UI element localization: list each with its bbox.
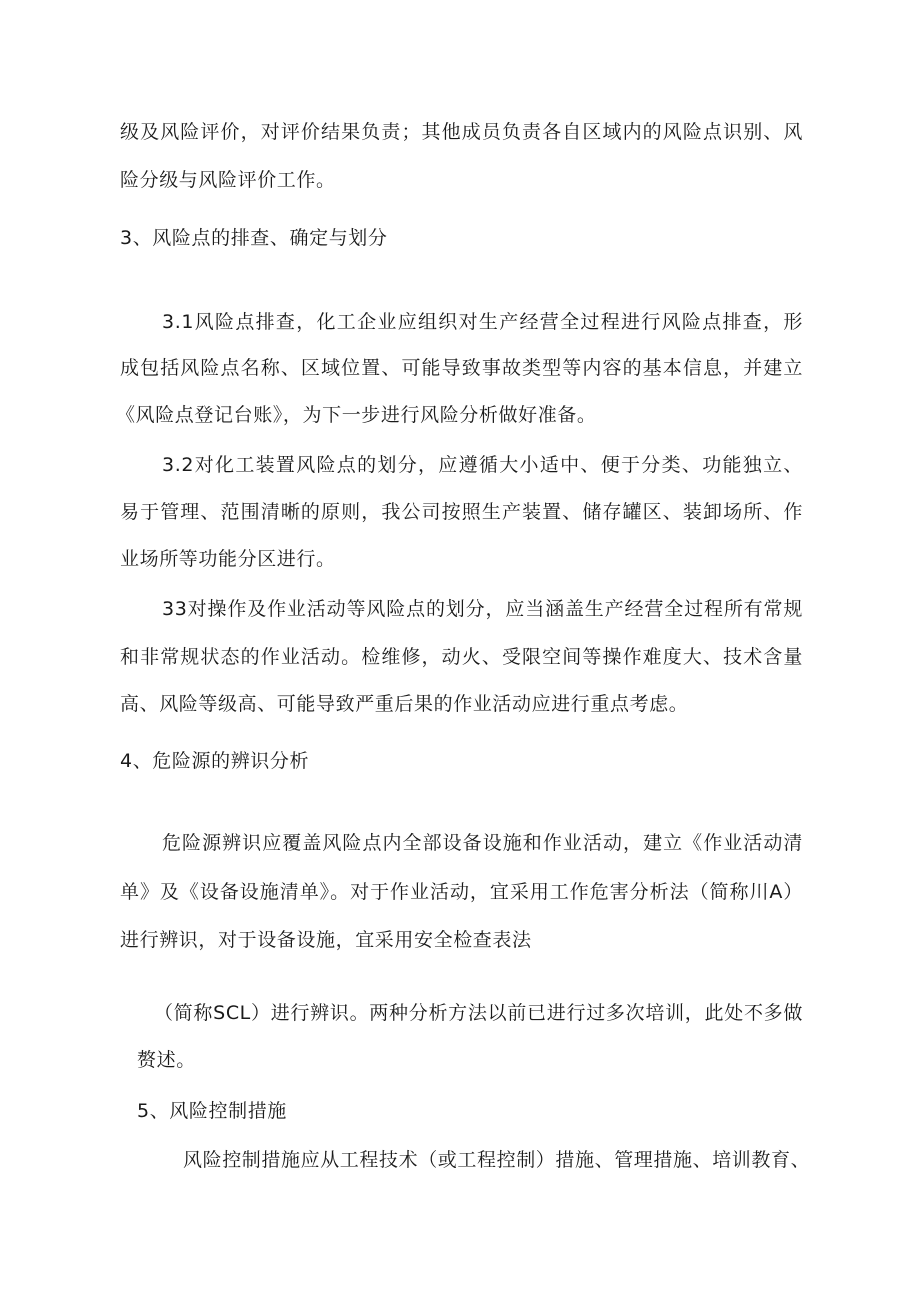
paragraph-line-4-c: 进行辨识，对于设备设施，宜采用安全检查表法 bbox=[120, 929, 532, 951]
paragraph-line-3-1-c: 《风险点登记台账》，为下一步进行风险分析做好准备。 bbox=[116, 404, 597, 426]
paragraph-line-3-3-a: 33对操作及作业活动等风险点的划分，应当涵盖生产经营全过程所有常规 bbox=[162, 598, 803, 620]
paragraph-line-3-3-b: 和非常规状态的作业活动。检维修，动火、受限空间等操作难度大、技术含量 bbox=[120, 646, 803, 668]
paragraph-line-3-3-c: 高、风险等级高、可能导致严重后果的作业活动应进行重点考虑。 bbox=[120, 693, 689, 715]
paragraph-line-3-2-b: 易于管理、范围清晰的原则，我公司按照生产装置、储存罐区、装卸场所、作 bbox=[120, 501, 803, 523]
paragraph-line-5-a: 风险控制措施应从工程技术（或工程控制）措施、管理措施、培训教育、 bbox=[183, 1149, 811, 1171]
paragraph-line-4-b: 单》及《设备设施清单》。对于作业活动，宜采用工作危害分析法（简称川A） bbox=[120, 881, 803, 903]
paragraph-line-4-a: 危险源辨识应覆盖风险点内全部设备设施和作业活动，建立《作业活动清 bbox=[162, 832, 803, 854]
paragraph-line-1: 级及风险评价，对评价结果负责；其他成员负责各自区域内的风险点识别、风 bbox=[120, 121, 803, 143]
paragraph-line-3-2-a: 3.2对化工装置风险点的划分，应遵循大小适中、便于分类、功能独立、 bbox=[162, 454, 803, 476]
section-heading-4: 4、危险源的辨识分析 bbox=[120, 750, 310, 772]
paragraph-line-3-1-a: 3.1风险点排查，化工企业应组织对生产经营全过程进行风险点排查，形 bbox=[162, 311, 803, 333]
paragraph-line-3-1-b: 成包括风险点名称、区域位置、可能导致事故类型等内容的基本信息，并建立 bbox=[120, 357, 803, 379]
paragraph-line-4-e: 赘述。 bbox=[137, 1049, 196, 1071]
paragraph-line-2: 险分级与风险评价工作。 bbox=[120, 169, 336, 191]
paragraph-line-3-2-c: 业场所等功能分区进行。 bbox=[120, 548, 336, 570]
section-heading-5: 5、风险控制措施 bbox=[137, 1100, 287, 1122]
section-heading-3: 3、风险点的排查、确定与划分 bbox=[120, 227, 388, 249]
paragraph-line-4-d: （简称SCL）进行辨识。两种分析方法以前已进行过多次培训，此处不多做 bbox=[154, 1002, 803, 1024]
